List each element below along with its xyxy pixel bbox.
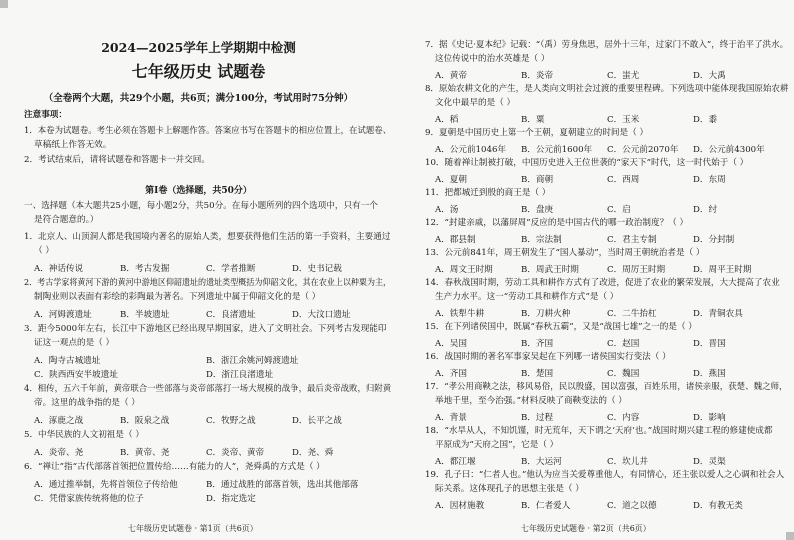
exam-title: 七年级历史 试题卷	[131, 62, 266, 81]
q6-option-d[interactable]: D．指定选定	[206, 494, 256, 504]
q13-option-c[interactable]: C．周厉王时期	[607, 265, 666, 275]
q19-option-b[interactable]: B．仁者爱人	[521, 501, 571, 511]
q17-option-a[interactable]: A．背景	[435, 413, 467, 423]
notice-2: 2．考试结束后，请将试题卷和答题卡一并交回。	[24, 155, 210, 165]
question-14-cont: 生产力水平。这一“劳动工具和耕作方式”是（ ）	[435, 292, 619, 302]
q15-option-d[interactable]: D．晋国	[693, 339, 726, 349]
q13-option-d[interactable]: D．周平王时期	[693, 265, 752, 275]
q17-option-d[interactable]: D．影响	[693, 413, 726, 423]
q6-option-b[interactable]: B．通过战胜的部落首领，选出其他部落	[206, 480, 359, 490]
exam-info: （全卷两个大题，共29个小题，共6页；满分100分，考试用时75分钟）	[43, 93, 354, 104]
q15-option-b[interactable]: B．齐国	[521, 339, 554, 349]
q12-option-a[interactable]: A．郡县制	[435, 235, 476, 245]
q3-option-d[interactable]: D．浙江良渚遗址	[206, 370, 274, 380]
q3-option-a[interactable]: A．陶寺古城遗址	[34, 356, 101, 366]
question-7-cont: 这位传说中的治水英雄是（ ）	[435, 54, 550, 64]
q1-option-b[interactable]: B．考古发掘	[120, 264, 170, 274]
q9-option-c[interactable]: C．公元前2070年	[607, 145, 679, 155]
page-1-footer: 七年级历史试题卷 · 第1页（共6页）	[128, 524, 258, 533]
q2-option-a[interactable]: A．河姆渡遗址	[34, 310, 92, 320]
q14-option-b[interactable]: B．刀耕火种	[521, 309, 571, 319]
q8-option-c[interactable]: C．玉米	[607, 115, 640, 125]
question-19-cont: 际关系。这体现孔子的思想主张是（ ）	[435, 484, 584, 494]
question-1: 1．北京人、山顶洞人都是我国境内著名的原始人类，想要获得他们生活的第一手资料，主要通过	[24, 232, 391, 242]
q15-option-a[interactable]: A．吴国	[435, 339, 467, 349]
notice-1-cont: 草稿纸上作答无效。	[34, 140, 112, 150]
q12-option-b[interactable]: B．宗法制	[521, 235, 562, 245]
q9-option-d[interactable]: D．公元前4300年	[693, 145, 765, 155]
q1-option-a[interactable]: A．神话传说	[34, 264, 84, 274]
question-1-cont: （ ）	[34, 246, 54, 256]
q3-option-c[interactable]: C．陕西西安半坡遗址	[34, 370, 118, 380]
question-3: 3．距今5000年左右，长江中下游地区已经出现早期国家，进入了文明社会。下列考古发现能印	[24, 324, 387, 334]
q16-option-a[interactable]: A．齐国	[435, 369, 467, 379]
part1-title: 第Ⅰ卷（选择题，共50分）	[145, 186, 252, 196]
q17-option-b[interactable]: B．过程	[521, 413, 554, 423]
q12-option-d[interactable]: D．分封制	[693, 235, 735, 245]
question-18: 18．“水旱从人，不知饥馑，时无荒年，天下谓之‘天府’也。”战国时期兴建工程的修建使成都	[425, 426, 773, 436]
question-5: 5．中华民族的人文初祖是（ ）	[24, 430, 144, 440]
question-9: 9．夏朝是中国历史上第一个王朝，夏朝建立的时间是（ ）	[425, 128, 649, 138]
q12-option-c[interactable]: C．君主专制	[607, 235, 657, 245]
q7-option-c[interactable]: C．蚩尤	[607, 71, 640, 81]
question-2-cont: 制陶业则以表面有彩绘的彩陶最为著名。下列遗址中属于仰韶文化的是（ ）	[34, 292, 321, 302]
notice-title: 注意事项：	[24, 110, 67, 120]
q9-option-b[interactable]: B．公元前1600年	[521, 145, 593, 155]
q14-option-d[interactable]: D．青铜农具	[693, 309, 743, 319]
question-19: 19．孔子曰：“仁者人也。”他认为应当关爱尊重他人，有同情心，还主张以爱人之心调和社会人	[425, 470, 785, 480]
q5-option-b[interactable]: B．黄帝、尧	[120, 448, 170, 458]
question-3-cont: 证这一观点的是（ ）	[34, 338, 115, 348]
q10-option-d[interactable]: D．东周	[693, 175, 726, 185]
question-8-cont: 文化中最早的是（ ）	[435, 98, 516, 108]
q2-option-d[interactable]: D．大汶口遗址	[292, 310, 351, 320]
exam-header-line: 2024—2025学年上学期期中检测	[101, 40, 296, 55]
q6-option-c[interactable]: C．凭借家族传统将他的位子	[34, 494, 144, 504]
section1-instruction-cont: 是符合题意的。）	[34, 215, 99, 225]
question-7: 7．据《史记·夏本纪》记载：“（禹）劳身焦思，居外十三年，过家门不敢入”，终于治平了洪水。	[425, 40, 789, 50]
q2-option-c[interactable]: C．良渚遗址	[206, 310, 256, 320]
q19-option-c[interactable]: C．道之以德	[607, 501, 657, 511]
question-8: 8．原始农耕文化的产生，是人类向文明社会过渡的重要里程碑。下列选项中能体现我国原始农耕	[425, 84, 789, 94]
q16-option-c[interactable]: C．魏国	[607, 369, 640, 379]
q18-option-d[interactable]: D．灵渠	[693, 457, 726, 467]
question-16: 16．战国时期的著名军事家吴起在下列哪一诸侯国实行变法（ ）	[425, 352, 671, 362]
question-14: 14．春秋战国时期，劳动工具和耕作方式有了改进，促进了农业的繁荣发展，大大提高了农业	[425, 278, 780, 288]
q10-option-b[interactable]: B．商朝	[521, 175, 554, 185]
q8-option-b[interactable]: B．粟	[521, 115, 545, 125]
q9-option-a[interactable]: A．公元前1046年	[435, 145, 507, 155]
q8-option-d[interactable]: D．黍	[693, 115, 718, 125]
q5-option-c[interactable]: C．炎帝、黄帝	[206, 448, 265, 458]
page-2-footer: 七年级历史试题卷 · 第2页（共6页）	[521, 524, 651, 533]
q11-option-a[interactable]: A．汤	[435, 205, 459, 215]
q11-option-c[interactable]: C．启	[607, 205, 631, 215]
question-4: 4．相传，五六千年前，黄帝联合一些部落与炎帝部落打一场大规模的战争，最后炎帝战败，归附黄	[24, 384, 392, 394]
q18-option-b[interactable]: B．大运河	[521, 457, 562, 467]
q4-option-c[interactable]: C．牧野之战	[206, 416, 256, 426]
q14-option-c[interactable]: C．二牛抬杠	[607, 309, 657, 319]
q15-option-c[interactable]: C．赵国	[607, 339, 640, 349]
q7-option-b[interactable]: B．炎帝	[521, 71, 554, 81]
q19-option-d[interactable]: D．有教无类	[693, 501, 743, 511]
question-18-cont: 平原成为“天府之国”，它是（ ）	[435, 440, 559, 450]
question-17-cont: 举地千里，至今治强。”材料反映了商鞅变法的（ ）	[435, 396, 627, 406]
q14-option-a[interactable]: A．铁犁牛耕	[435, 309, 485, 319]
q3-option-b[interactable]: B．浙江余姚河姆渡遗址	[206, 356, 299, 366]
exam-page-2	[397, 0, 794, 540]
question-6: 6．“禅让”指“古代部落首领把位置传给……有能力的人”，尧舜禹的方式是（ ）	[24, 462, 325, 472]
question-13: 13．公元前841年，周王朝发生了“国人暴动”，当时周王朝统治者是（ ）	[425, 248, 705, 258]
q2-option-b[interactable]: B．半坡遗址	[120, 310, 170, 320]
question-10: 10．随着禅让制被打破，中国历史进入王位世袭的“家天下”时代，这一时代始于（ ）	[425, 158, 749, 168]
question-2: 2．考古学家将黄河下游的黄河中游地区仰韶遗址的遗址类型概括为仰韶文化，其在农业上以种粟为主，	[24, 278, 392, 288]
q4-option-d[interactable]: D．长平之战	[292, 416, 342, 426]
question-17: 17．“孝公用商鞅之法，移风易俗，民以殷盛，国以富强，百姓乐用，诸侯亲服，获楚、魏之师，	[425, 382, 788, 392]
q6-option-a[interactable]: A．通过推举制，先将首领位子传给他	[34, 480, 178, 490]
question-4-cont: 帝。这里的战争指的是（ ）	[34, 398, 140, 408]
q7-option-a[interactable]: A．黄帝	[435, 71, 467, 81]
q7-option-d[interactable]: D．大禹	[693, 71, 726, 81]
q11-option-b[interactable]: B．盘庚	[521, 205, 554, 215]
question-15: 15．在下列诸侯国中，既属“春秋五霸”，又是“战国七雄”之一的是（ ）	[425, 322, 697, 332]
question-12: 12．“封建亲戚，以藩屏周”反应的是中国古代的哪一政治制度？（ ）	[425, 218, 689, 228]
q10-option-c[interactable]: C．西周	[607, 175, 640, 185]
q1-option-c[interactable]: C．学者推断	[206, 264, 256, 274]
q10-option-a[interactable]: A．夏朝	[435, 175, 467, 185]
section1-instruction: 一、选择题（本大题共25小题，每小题2分，共50分。在每小题所列的四个选项中，只有一个	[24, 201, 378, 211]
q13-option-a[interactable]: A．周文王时期	[435, 265, 493, 275]
q1-option-d[interactable]: D．史书记载	[292, 264, 342, 274]
q11-option-d[interactable]: D．纣	[693, 205, 718, 215]
q5-option-d[interactable]: D．尧、舜	[292, 448, 334, 458]
q5-option-a[interactable]: A．炎帝、尧	[34, 448, 84, 458]
q18-option-a[interactable]: A．都江堰	[435, 457, 476, 467]
notice-1: 1．本卷为试题卷。考生必须在答题卡上解题作答。答案应书写在答题卡的相应位置上，在试题卷、	[24, 126, 392, 136]
q16-option-d[interactable]: D．燕国	[693, 369, 726, 379]
q8-option-a[interactable]: A．稻	[435, 115, 459, 125]
q17-option-c[interactable]: C．内容	[607, 413, 640, 423]
q16-option-b[interactable]: B．楚国	[521, 369, 554, 379]
q4-option-b[interactable]: B．阪泉之战	[120, 416, 170, 426]
q19-option-a[interactable]: A．因材施教	[435, 501, 485, 511]
q4-option-a[interactable]: A．涿鹿之战	[34, 416, 84, 426]
question-11: 11．把都城迁到殷的商王是（ ）	[425, 188, 551, 198]
q13-option-b[interactable]: B．周武王时期	[521, 265, 579, 275]
q18-option-c[interactable]: C．坎儿井	[607, 457, 648, 467]
